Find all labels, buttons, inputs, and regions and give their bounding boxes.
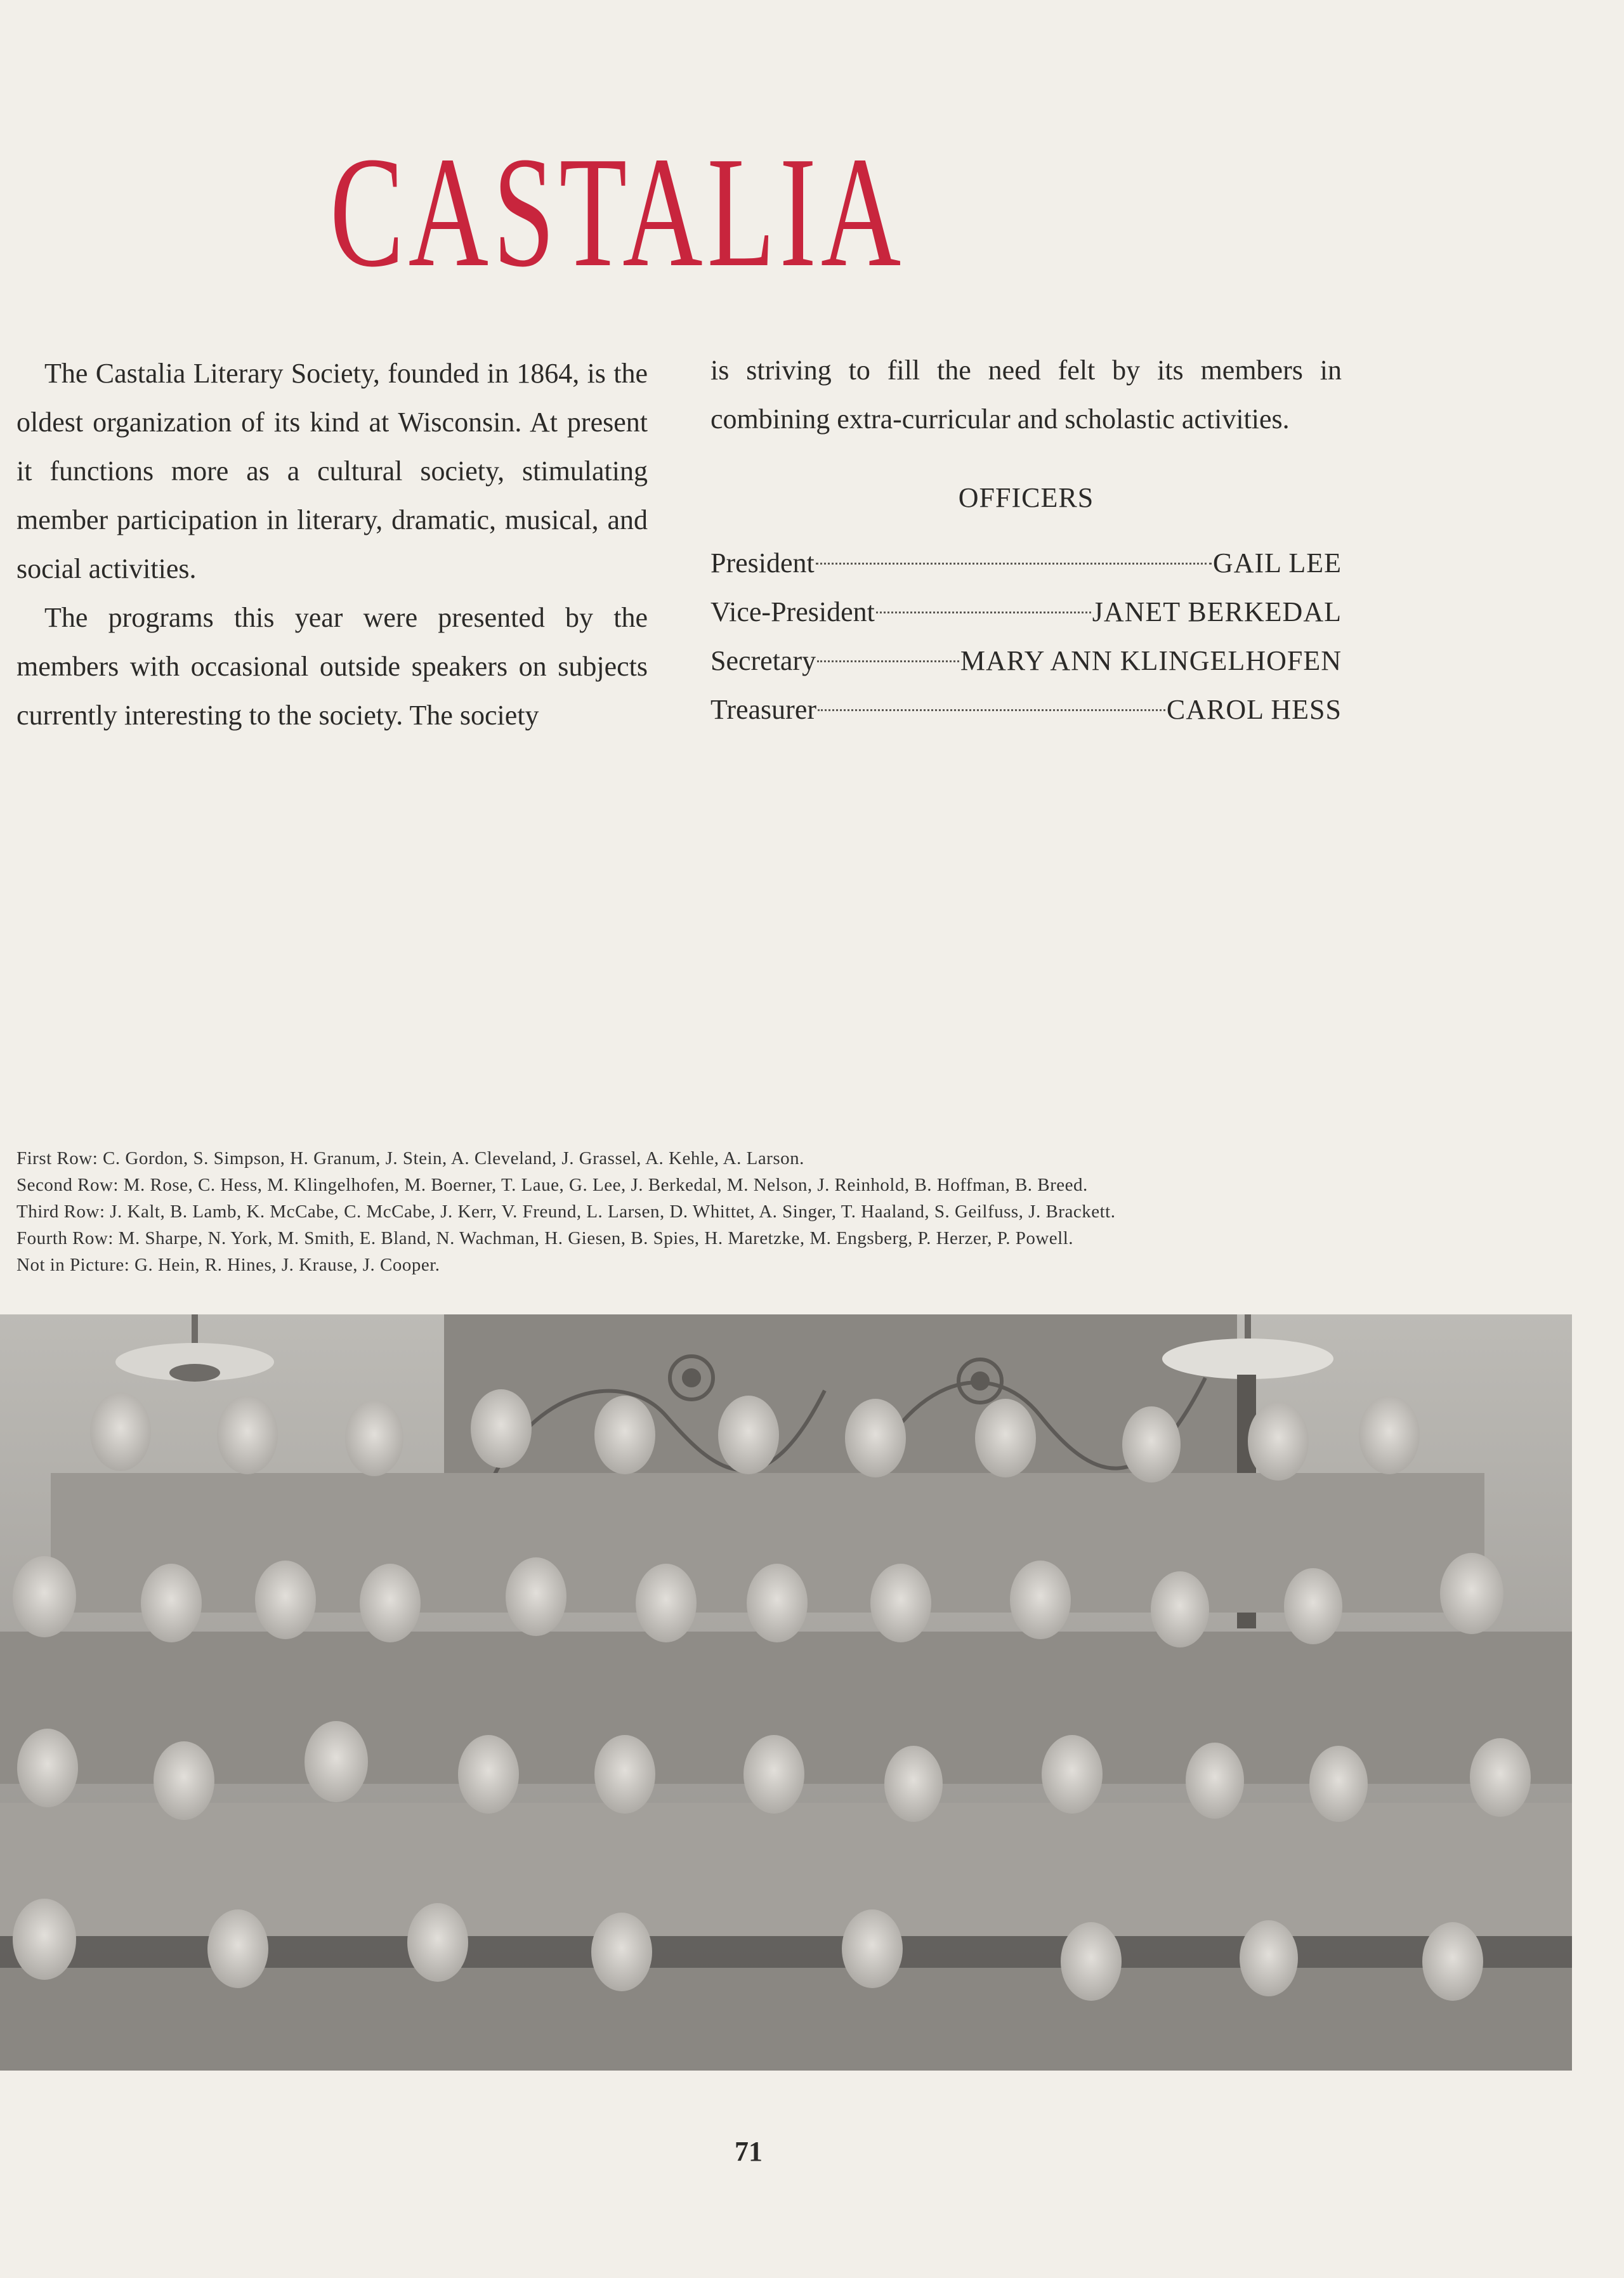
officer-role: Vice-President [710,596,875,627]
page-title: CASTALIA [330,124,906,300]
officer-role: Secretary [710,645,816,676]
officers-heading: OFFICERS [958,482,1094,513]
dot-leader [816,563,1212,565]
dot-leader [876,612,1091,613]
officer-row-president [710,541,1342,586]
dot-leader [817,660,959,662]
group-photo [0,1314,1575,2071]
roster-fourth-row: Fourth Row: M. Sharpe, N. York, M. Smith, E. Bland, N. Wachman, H. Giesen, B. Spies, H. Maretzke, M. Engsberg, P. Herzer, P. Powell. [16,1228,1073,1248]
roster-not-in-picture: Not in Picture: G. Hein, R. Hines, J. Krause, J. Cooper. [16,1255,440,1275]
officer-role: Treasurer [710,694,816,725]
officer-name: CAROL HESS [1166,694,1342,725]
intro-paragraph-1: The Castalia Literary Society, founded in 1864, is the oldest organization of its kind at Wisconsin. At present it functions more as a cultural society, stimulating member participation in literary, dramatic, musical, and social activities. [16,358,648,584]
officer-role: President [710,547,815,579]
officer-row-vice-president [710,590,1342,634]
roster-third-row: Third Row: J. Kalt, B. Lamb, K. McCabe, C. McCabe, J. Kerr, V. Freund, L. Larsen, D. Whittet, A. Singer, T. Haaland, S. Geilfuss, J. Brackett. [16,1201,1116,1222]
intro-right-column [710,346,1342,443]
officer-row-secretary [710,639,1342,683]
intro-paragraph-2-start: The programs this year were presented by the members with occasional outside speakers on subjects currently interesting to the society. The society [16,602,648,731]
roster-second-row: Second Row: M. Rose, C. Hess, M. Klingelhofen, M. Boerner, T. Laue, G. Lee, J. Berkedal, M. Nelson, J. Reinhold, B. Hoffman, B. Breed. [16,1175,1088,1195]
roster-first-row: First Row: C. Gordon, S. Simpson, H. Granum, J. Stein, A. Cleveland, J. Grassel, A. Kehle, A. Larson. [16,1148,804,1168]
page-number: 71 [735,2136,763,2167]
photo-caption-roster [16,1145,1349,1278]
officer-name: MARY ANN KLINGELHOFEN [960,645,1342,676]
group-photo-image [0,1314,1575,2071]
intro-left-column [16,349,648,740]
officer-name: JANET BERKEDAL [1092,596,1342,627]
officer-name: GAIL LEE [1212,547,1342,579]
intro-paragraph-2-end: is striving to fill the need felt by its members in combining extra-curricular and scholastic activities. [710,355,1342,435]
officer-row-treasurer [710,688,1342,732]
dot-leader [818,709,1165,711]
